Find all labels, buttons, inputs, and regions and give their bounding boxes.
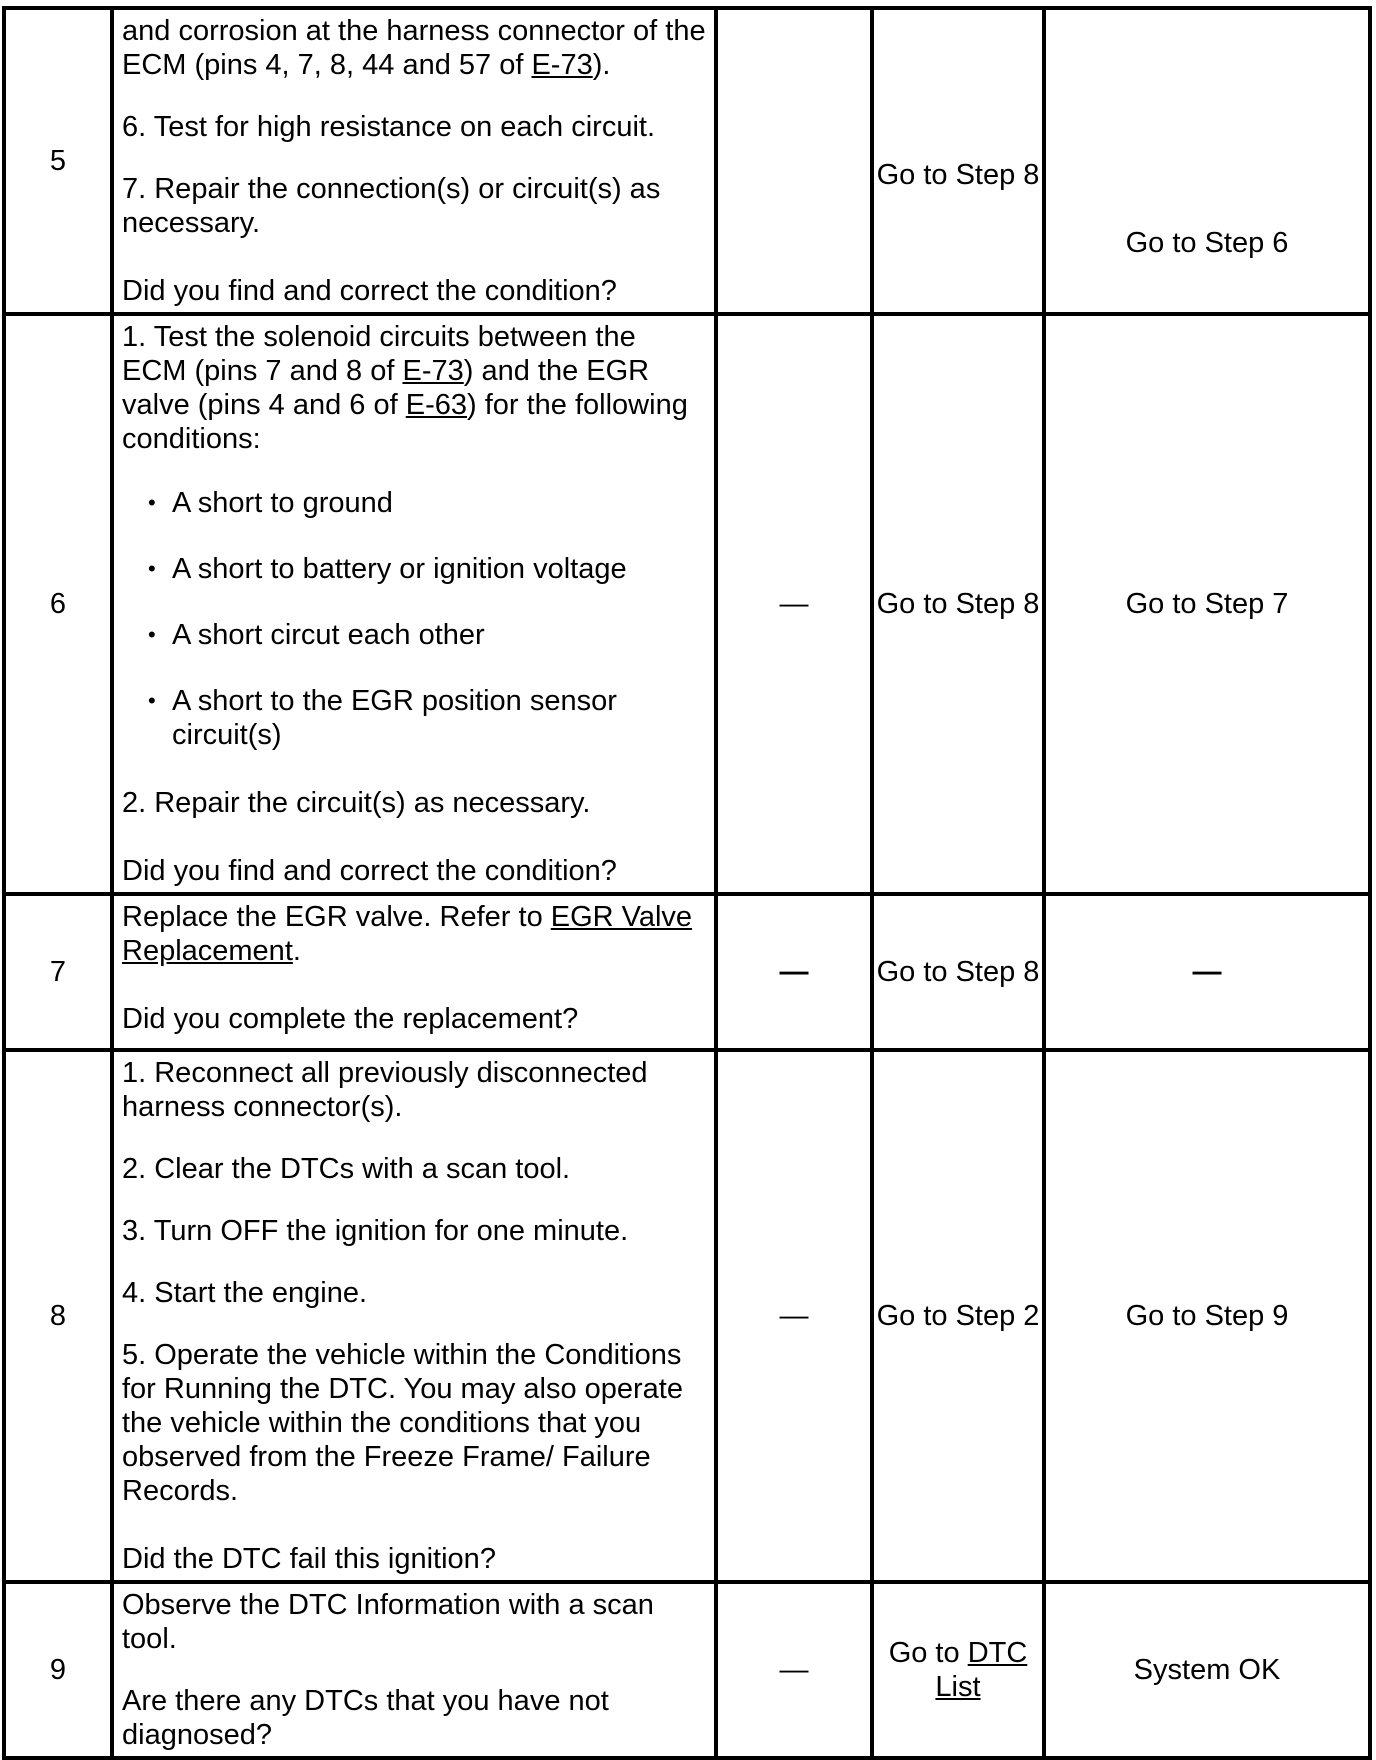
value-cell: — bbox=[716, 894, 872, 1050]
question-text: Did you find and correct the condition? bbox=[122, 855, 617, 887]
action-cell bbox=[112, 1582, 716, 1758]
no-cell: Go to Step 9 bbox=[1044, 1050, 1370, 1582]
step-number: 6 bbox=[4, 314, 112, 894]
yes-cell: Go to Step 2 bbox=[872, 1050, 1044, 1582]
connector-link-e73[interactable]: E-73 bbox=[531, 49, 593, 81]
action-cell: and corrosion at the harness connector of the ECM (pins 4, 7, 8, 44 and 57 of E-73). 6. Test for high resistance on each circuit. 7. Repair the connection(s) or circuit(s) as necessary. Did you find and correct the condition? bbox=[112, 8, 716, 314]
value-cell: — bbox=[716, 314, 872, 894]
yes-cell: Go to Step 8 bbox=[872, 314, 1044, 894]
no-cell: Go to Step 7 bbox=[1044, 314, 1370, 894]
action-cell: 1. Test the solenoid circuits between the ECM (pins 7 and 8 of E-73) and the EGR valve (pins 4 and 6 of E-63) for the following conditions: • A short to ground • A short to battery or ignition voltage • A short circut each other • A short to the EGR position sensor circuit(s) 2. Repair the circuit(s) as necessary. Did you find and correct the condition? bbox=[112, 314, 716, 894]
action-text: and corrosion at the harness connector of the ECM (pins 4, 7, 8, 44 and 57 of bbox=[122, 15, 706, 81]
table-row bbox=[4, 8, 1370, 314]
yes-cell: Go to Step 8 bbox=[872, 894, 1044, 1050]
yes-cell: Go to DTC List bbox=[872, 1582, 1044, 1758]
table-row bbox=[4, 1050, 1370, 1582]
question-text: Did you complete the replacement? bbox=[122, 1003, 579, 1035]
step-number: 8 bbox=[4, 1050, 112, 1582]
action-text: 2. Repair the circuit(s) as necessary. bbox=[122, 787, 591, 819]
diagnostic-table bbox=[2, 6, 1372, 1760]
table-row bbox=[4, 894, 1370, 1050]
question-text: Are there any DTCs that you have not diagnosed? bbox=[122, 1685, 609, 1751]
no-cell: System OK bbox=[1044, 1582, 1370, 1758]
action-text: 7. Repair the connection(s) or circuit(s) as necessary. bbox=[122, 173, 661, 239]
table-row bbox=[4, 314, 1370, 894]
value-cell bbox=[716, 8, 872, 314]
step-number: 5 bbox=[4, 8, 112, 314]
action-text: 1. Reconnect all previously disconnected harness connector(s). bbox=[122, 1057, 648, 1123]
no-cell: — bbox=[1044, 894, 1370, 1050]
question-text: Did the DTC fail this ignition? bbox=[122, 1543, 496, 1575]
action-text: Observe the DTC Information with a scan tool. bbox=[122, 1589, 654, 1655]
list-item: • A short circut each other bbox=[172, 618, 706, 652]
egr-valve-replacement-link[interactable]: EGR Valve Replacement bbox=[122, 901, 693, 967]
list-item: • A short to ground bbox=[172, 486, 706, 520]
dtc-list-link[interactable]: DTC List bbox=[935, 1637, 1028, 1703]
action-cell: Replace the EGR valve. Refer to EGR Valve Replacement. Did you complete the replacement? bbox=[112, 894, 716, 1050]
action-text: 4. Start the engine. bbox=[122, 1277, 368, 1309]
connector-link-e73[interactable]: E-73 bbox=[402, 355, 464, 387]
step-number: 9 bbox=[4, 1582, 112, 1758]
step-number: 7 bbox=[4, 894, 112, 1050]
list-item: • A short to the EGR position sensor circuit(s) bbox=[172, 684, 706, 752]
condition-list bbox=[122, 486, 706, 752]
list-item: • A short to battery or ignition voltage bbox=[172, 552, 706, 586]
question-text: Did you find and correct the condition? bbox=[122, 275, 617, 307]
no-cell: Go to Step 6 bbox=[1044, 8, 1370, 314]
action-text: 6. Test for high resistance on each circuit. bbox=[122, 111, 656, 143]
connector-link-e63[interactable]: E-63 bbox=[405, 389, 467, 421]
action-cell bbox=[112, 1050, 716, 1582]
action-text: 2. Clear the DTCs with a scan tool. bbox=[122, 1153, 571, 1185]
table-row bbox=[4, 1582, 1370, 1758]
action-text: 5. Operate the vehicle within the Conditions for Running the DTC. You may also operate the vehicle within the conditions that you observed from the Freeze Frame/ Failure Records. bbox=[122, 1339, 683, 1507]
yes-cell: Go to Step 8 bbox=[872, 8, 1044, 314]
value-cell: — bbox=[716, 1050, 872, 1582]
value-cell: — bbox=[716, 1582, 872, 1758]
action-text: 3. Turn OFF the ignition for one minute. bbox=[122, 1215, 629, 1247]
